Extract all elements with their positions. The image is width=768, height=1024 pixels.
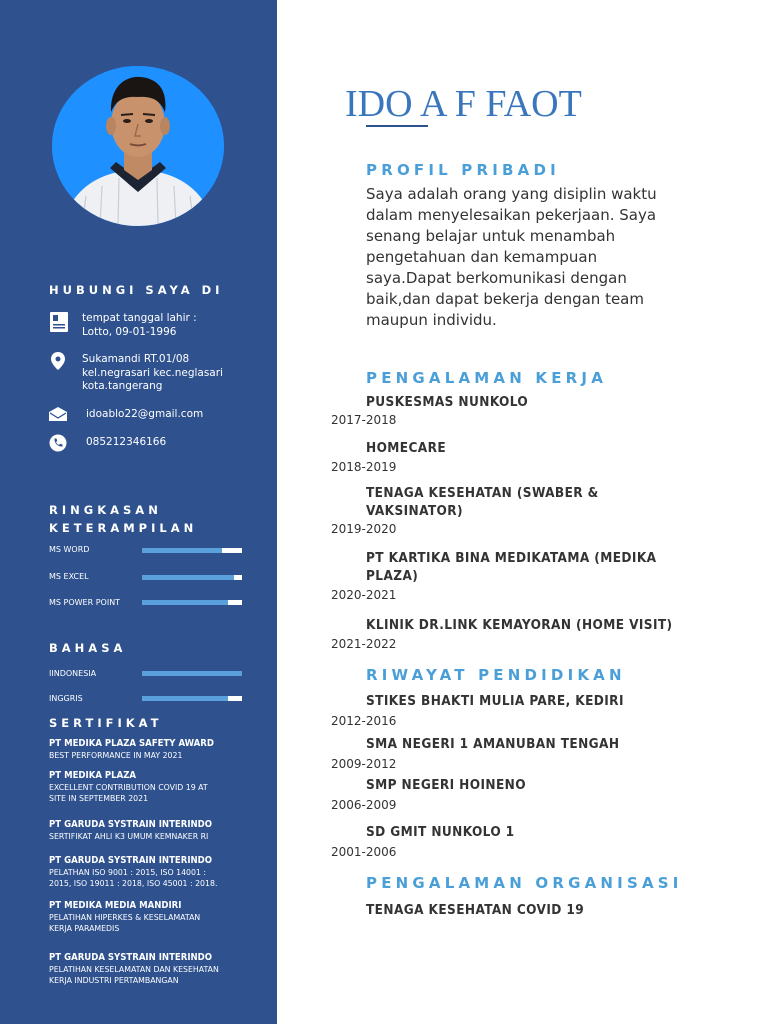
organization-title: TENAGA KESEHATAN COVID 19 bbox=[366, 902, 585, 918]
skill-bar-excel bbox=[142, 575, 242, 580]
cert-desc: PELATIHAN HIPERKES & KESELAMATAN bbox=[49, 913, 201, 922]
skills-heading-line-2: KETERAMPILAN bbox=[49, 521, 198, 535]
address bbox=[82, 353, 223, 394]
cert-desc: KERJA PARAMEDIS bbox=[49, 924, 120, 933]
cert-title: PT MEDIKA PLAZA bbox=[49, 770, 137, 781]
profile-heading: PROFIL PRIBADI bbox=[366, 161, 560, 179]
experience-title: HOMECARE bbox=[366, 440, 447, 456]
language-label-inggris: INGGRIS bbox=[49, 694, 83, 703]
profile-text: Saya adalah orang yang disiplin waktu dalam menyelesaikan pekerjaan. Saya senang belajar untuk menambah pengetahuan dan kemampuan saya.Dapat berkomunikasi dengan baik,dan dapat bekerja dengan team maupun individu. bbox=[366, 185, 657, 329]
person-name: IDO A F FAOT bbox=[345, 83, 582, 125]
experience-years: 2019-2020 bbox=[331, 522, 397, 536]
skill-fill-excel bbox=[142, 575, 234, 580]
cert-desc: KERJA INDUSTRI PERTAMBANGAN bbox=[49, 976, 179, 985]
experience-years: 2021-2022 bbox=[331, 637, 397, 651]
skill-label-excel: MS EXCEL bbox=[49, 572, 89, 581]
education-title: SMA NEGERI 1 AMANUBAN TENGAH bbox=[366, 736, 620, 752]
language-label-indonesia: IINDONESIA bbox=[49, 669, 97, 678]
cert-item bbox=[49, 951, 264, 986]
experience-years: 2017-2018 bbox=[331, 413, 397, 427]
address-line-1: Sukamandi RT.01/08 bbox=[82, 353, 190, 365]
cert-item bbox=[49, 854, 264, 889]
education-heading: RIWAYAT PENDIDIKAN bbox=[366, 666, 626, 684]
cert-title: PT GARUDA SYSTRAIN INTERINDO bbox=[49, 819, 213, 830]
profile-photo bbox=[52, 66, 224, 226]
cert-desc: EXCELLENT CONTRIBUTION COVID 19 AT bbox=[49, 783, 208, 792]
experience-title: TENAGA KESEHATAN (SWABER & VAKSINATOR) bbox=[366, 485, 599, 519]
education-title: SMP NEGERI HOINENO bbox=[366, 777, 526, 793]
cert-desc: PELATHAN ISO 9001 : 2015, ISO 14001 : bbox=[49, 868, 207, 877]
cert-item bbox=[49, 818, 264, 842]
education-title: STIKES BHAKTI MULIA PARE, KEDIRI bbox=[366, 693, 624, 709]
cert-heading: SERTIFIKAT bbox=[49, 716, 163, 730]
cert-desc: SERTIFIKAT AHLI K3 UMUM KEMNAKER RI bbox=[49, 832, 209, 841]
experience-title: KLINIK DR.LINK KEMAYORAN (HOME VISIT) bbox=[366, 617, 673, 633]
skill-bar-word bbox=[142, 548, 242, 553]
skill-fill-powerpoint bbox=[142, 600, 228, 605]
skill-label-word: MS WORD bbox=[49, 545, 90, 554]
skills-heading bbox=[49, 501, 197, 537]
language-fill-indonesia bbox=[142, 671, 242, 676]
phone-text: 085212346166 bbox=[86, 436, 167, 448]
skills-heading-line-1: RINGKASAN bbox=[49, 503, 162, 517]
experience-years: 2018-2019 bbox=[331, 460, 397, 474]
cert-desc: BEST PERFORMANCE IN MAY 2021 bbox=[49, 751, 183, 760]
education-years: 2012-2016 bbox=[331, 714, 397, 728]
email-icon bbox=[49, 406, 67, 424]
email-text: idoablo22@gmail.com bbox=[86, 408, 204, 420]
skill-fill-word bbox=[142, 548, 222, 553]
cert-item bbox=[49, 769, 264, 804]
address-line-2: kel.negrasari kec.neglasari bbox=[82, 366, 223, 379]
language-bar-inggris bbox=[142, 696, 242, 701]
cert-desc: 2015, ISO 19011 : 2018, ISO 45001 : 2018. bbox=[49, 879, 218, 888]
location-pin-icon bbox=[51, 352, 69, 370]
language-heading: BAHASA bbox=[49, 641, 127, 655]
cert-title: PT MEDIKA PLAZA SAFETY AWARD bbox=[49, 738, 214, 749]
id-card-icon bbox=[49, 311, 67, 329]
language-fill-inggris bbox=[142, 696, 228, 701]
birth-info bbox=[82, 312, 197, 339]
experience-title: PUSKESMAS NUNKOLO bbox=[366, 394, 529, 410]
cert-desc: SITE IN SEPTEMBER 2021 bbox=[49, 794, 149, 803]
skill-bar-powerpoint bbox=[142, 600, 242, 605]
sidebar bbox=[0, 0, 277, 1024]
phone-icon bbox=[49, 434, 67, 452]
cert-title: PT MEDIKA MEDIA MANDIRI bbox=[49, 900, 182, 911]
experience-title: PT KARTIKA BINA MEDIKATAMA (MEDIKA PLAZA) bbox=[366, 550, 657, 584]
education-years: 2001-2006 bbox=[331, 845, 397, 859]
cert-desc: PELATIHAN KESELAMATAN DAN KESEHATAN bbox=[49, 965, 219, 974]
organization-heading: PENGALAMAN ORGANISASI bbox=[366, 874, 683, 892]
experience-heading: PENGALAMAN KERJA bbox=[366, 369, 608, 387]
experience-years: 2020-2021 bbox=[331, 588, 397, 602]
cert-item bbox=[49, 899, 264, 934]
education-years: 2009-2012 bbox=[331, 757, 397, 771]
education-title: SD GMIT NUNKOLO 1 bbox=[366, 824, 515, 840]
language-bar-indonesia bbox=[142, 671, 242, 676]
cert-title: PT GARUDA SYSTRAIN INTERINDO bbox=[49, 952, 213, 963]
address-line-3: kota.tangerang bbox=[82, 380, 163, 392]
name-underline bbox=[366, 125, 428, 127]
skill-label-powerpoint: MS POWER POINT bbox=[49, 598, 121, 607]
education-years: 2006-2009 bbox=[331, 798, 397, 812]
birth-label: tempat tanggal lahir : bbox=[82, 312, 197, 324]
contact-heading: HUBUNGI SAYA DI bbox=[49, 283, 224, 297]
cert-item bbox=[49, 737, 264, 761]
birth-value: Lotto, 09-01-1996 bbox=[82, 325, 177, 338]
cert-title: PT GARUDA SYSTRAIN INTERINDO bbox=[49, 855, 213, 866]
